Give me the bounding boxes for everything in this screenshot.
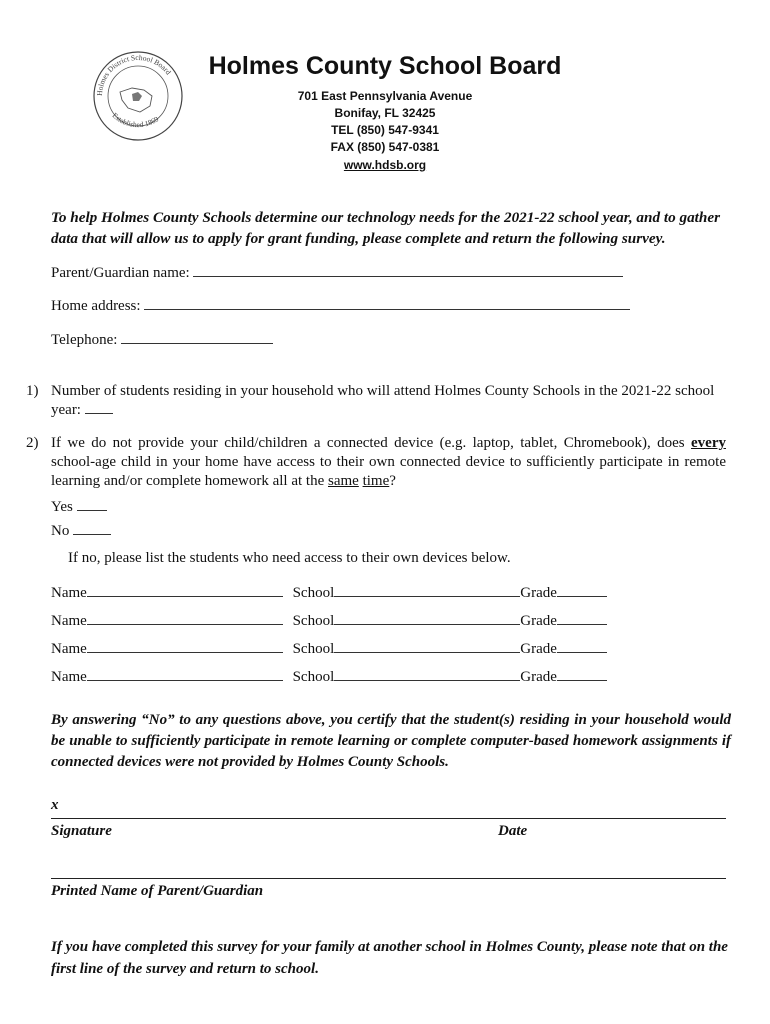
student-row xyxy=(51,640,607,658)
date-label: Date xyxy=(498,823,528,839)
student-name-blank[interactable] xyxy=(87,612,283,625)
student-grade-blank[interactable] xyxy=(557,584,607,597)
student-school-blank[interactable] xyxy=(334,612,520,625)
student-school-label: School xyxy=(292,641,335,657)
list-instruction: If no, please list the students who need access to their own devices below. xyxy=(68,550,511,566)
student-school-label: School xyxy=(292,613,335,629)
student-school-blank[interactable] xyxy=(334,640,520,653)
parent-name-field[interactable] xyxy=(51,264,623,282)
student-name-blank[interactable] xyxy=(87,640,283,653)
no-label: No xyxy=(51,523,70,539)
student-name-label: Name xyxy=(51,669,87,685)
city-line: Bonifay, FL 32425 xyxy=(334,106,436,120)
student-row xyxy=(51,584,607,602)
parent-name-blank[interactable] xyxy=(193,264,623,277)
printed-name-line[interactable] xyxy=(51,878,726,879)
student-school-label: School xyxy=(292,585,335,601)
question-2-number: 2) xyxy=(26,435,39,451)
yes-label: Yes xyxy=(51,499,73,515)
question-2-text-cont: school-age child in your home have access to their own connected device to sufficiently participate in remote learning and/or complete homework all at the xyxy=(51,454,726,489)
student-grade-label: Grade xyxy=(520,585,557,601)
question-2 xyxy=(26,434,726,491)
student-name-blank[interactable] xyxy=(87,668,283,681)
student-name-label: Name xyxy=(51,641,87,657)
question-2-end: ? xyxy=(389,473,396,489)
no-blank[interactable] xyxy=(73,522,111,535)
student-name-label: Name xyxy=(51,585,87,601)
signature-mark: x xyxy=(51,797,59,813)
website-link[interactable]: www.hdsb.org xyxy=(343,158,427,172)
svg-text:Established 1869: Established 1869 xyxy=(110,110,161,130)
student-name-label: Name xyxy=(51,613,87,629)
student-school-blank[interactable] xyxy=(334,668,520,681)
intro-text: To help Holmes County Schools determine our technology needs for the 2021-22 school year, and to gather data that will allow us to apply for grant funding, please complete and return the following survey. xyxy=(51,209,720,247)
printed-name-label: Printed Name of Parent/Guardian xyxy=(51,883,264,899)
svg-text:Holmes District School Board: Holmes District School Board xyxy=(94,52,173,97)
page-title: Holmes County School Board xyxy=(208,52,562,80)
telephone-blank[interactable] xyxy=(121,331,273,344)
no-answer[interactable] xyxy=(51,522,111,540)
footer-note: If you have completed this survey for your family at another school in Holmes County, please note that on the first line of the survey and return to school. xyxy=(51,939,728,977)
student-school-label: School xyxy=(292,669,335,685)
yes-answer[interactable] xyxy=(51,498,107,516)
student-grade-blank[interactable] xyxy=(557,668,607,681)
telephone-field[interactable] xyxy=(51,331,273,349)
signature-label: Signature xyxy=(51,823,112,839)
emphasis-every: every xyxy=(691,435,726,451)
student-grade-label: Grade xyxy=(520,641,557,657)
student-grade-blank[interactable] xyxy=(557,612,607,625)
fax-line: FAX (850) 547-0381 xyxy=(330,140,440,154)
emphasis-time: time xyxy=(362,473,390,489)
student-grade-label: Grade xyxy=(520,613,557,629)
telephone-line: TEL (850) 547-9341 xyxy=(331,123,439,137)
student-row xyxy=(51,668,607,686)
certification-text: By answering “No” to any questions above, you certify that the student(s) residing in your household would be unable to sufficiently participate in remote learning or complete computer-based homework assignments if connected devices were not provided by Holmes County Schools. xyxy=(51,712,731,770)
student-school-blank[interactable] xyxy=(334,584,520,597)
student-count-blank[interactable] xyxy=(85,401,113,414)
parent-name-label: Parent/Guardian name: xyxy=(51,265,190,281)
question-1-number: 1) xyxy=(26,383,39,399)
question-1 xyxy=(26,382,726,420)
emphasis-same: same xyxy=(328,473,359,489)
home-address-field[interactable] xyxy=(51,297,630,315)
telephone-label: Telephone: xyxy=(51,332,118,348)
student-grade-blank[interactable] xyxy=(557,640,607,653)
student-grade-label: Grade xyxy=(520,669,557,685)
question-2-text: If we do not provide your child/children a connected device (e.g. laptop, tablet, Chromebook), does xyxy=(51,435,692,451)
student-name-blank[interactable] xyxy=(87,584,283,597)
home-address-blank[interactable] xyxy=(144,297,630,310)
student-row xyxy=(51,612,607,630)
question-1-text: Number of students residing in your household who will attend Holmes County Schools in the 2021-22 school year: xyxy=(51,383,715,418)
signature-line[interactable] xyxy=(51,818,726,819)
address-line: 701 East Pennsylvania Avenue xyxy=(297,89,473,103)
yes-blank[interactable] xyxy=(77,498,107,511)
home-address-label: Home address: xyxy=(51,298,141,314)
